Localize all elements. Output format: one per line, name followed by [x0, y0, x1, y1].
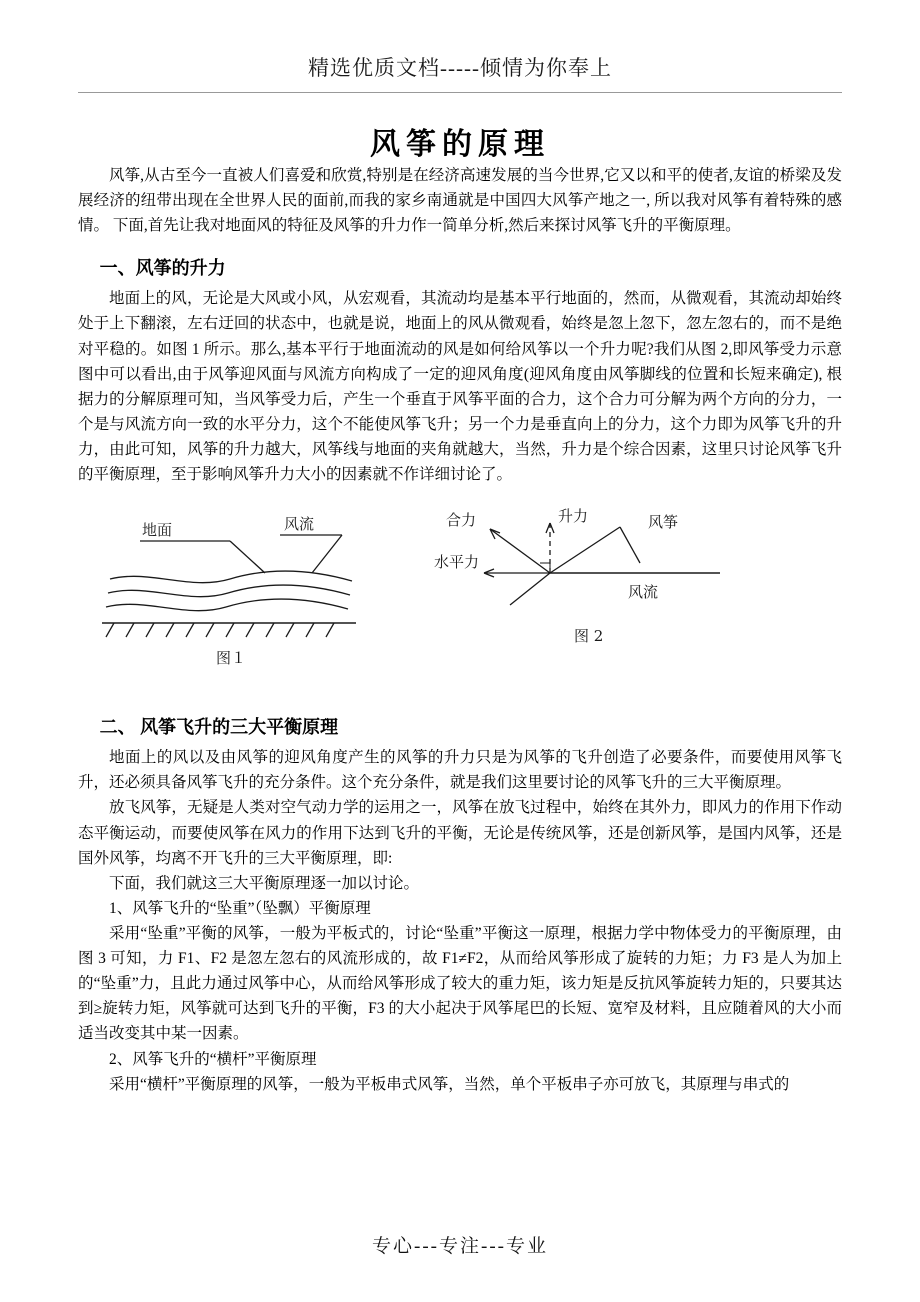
figures-row — [78, 501, 842, 691]
section-2-paragraph-5: 采用“横杆”平衡原理的风筝，一般为平板串式风筝，当然，单个平板串子亦可放飞，其原理与串式的 — [109, 1075, 790, 1093]
figure-2-kite-label: 风筝 — [648, 513, 679, 532]
section-2-paragraph-1: 地面上的风以及由风筝的迎风角度产生的风筝的升力只是为风筝的飞升创造了必要条件，而要使用风筝飞升，还必须具备风筝飞升的充分条件。这个充分条件，就是我们这里要讨论的风筝飞升的三大平衡原理。 — [78, 749, 842, 792]
header-banner: 精选优质文档-----倾情为你奉上 — [308, 56, 612, 80]
figure-2-lift-label: 升力 — [558, 507, 589, 526]
figure-1-wind-label: 风流 — [284, 515, 315, 534]
figure-2-drawing — [484, 523, 720, 605]
section-heading-1: 一、风筝的升力 — [99, 258, 226, 279]
section-heading-2: 二、 风筝飞升的三大平衡原理 — [99, 717, 339, 738]
header-divider — [78, 92, 842, 93]
section-2-subheading-2: 2、风筝飞升的“横杆”平衡原理 — [109, 1050, 317, 1068]
figure-1-ground-label: 地面 — [142, 521, 173, 540]
section-1-paragraph-1: 地面上的风，无论是大风或小风，从宏观看，其流动均是基本平行地面的，然而，从微观看，其流动却始终处于上下翻滚，左右迂回的状态中，也就是说，地面上的风从微观看，始终是忽上忽下，忽左忽右的，而不是绝对平稳的。如图 1 所示。那么,基本平行于地面流动的风是如何给风筝以一个升力呢?我们从图 2,即风筝受力示意图中可以看出,由于风筝迎风面与风流方向构成了一定的迎风角度(迎风角度由风筝脚线的位置和长短来确定), 根据力的分解原理可知，当风筝受力后，产生一个垂直于风筝平面的合力，这个合力可分解为两个方向的分力，一个是与风流方向一致的水平分力，这个不能使风筝飞升；另一个力是垂直向上的分力，这个力即为风筝飞升的升力，由此可知，风筝的升力越大，风筝线与地面的夹角就越大，当然，升力是个综合因素，这里只讨论风筝飞升的平衡原理，至于影响风筝升力大小的因素就不作详细讨论了。 — [78, 290, 842, 484]
page-footer: 专心---专注---专业 — [372, 1236, 548, 1257]
figures-svg — [80, 501, 840, 691]
figure-2-caption: 图 2 — [574, 627, 604, 646]
section-2-subheading-1: 1、风筝飞升的“坠重”（坠飘）平衡原理 — [109, 899, 371, 917]
figure-2-horizontal-label: 水平力 — [434, 553, 480, 572]
section-2-paragraph-2: 放飞风筝，无疑是人类对空气动力学的运用之一，风筝在放飞过程中，始终在其外力，即风力的作用下作动态平衡运动，而要使风筝在风力的作用下达到飞升的平衡，无论是传统风筝，还是创新风筝，是国内风筝，还是国外风筝，均离不开飞升的三大平衡原理，即: — [78, 799, 842, 867]
figure-1-drawing — [102, 535, 356, 637]
figure-1-caption: 图１ — [216, 649, 247, 668]
section-2-paragraph-4: 采用“坠重”平衡的风筝，一般为平板式的，讨论“坠重”平衡这一原理，根据力学中物体受力的平衡原理，由图 3 可知，力 F1、F2 是忽左忽右的风流形成的，故 F1≠F2，从而给风筝形成了旋转的力矩；力 F3 是人为加上的“坠重”力，且此力通过风筝中心，从而给风筝形成了较大的重力矩，该力矩是反抗风筝旋转力矩的，只要其达到≥旋转力矩，风筝就可达到飞升的平衡，F3 的大小起决于风筝尾巴的长短、宽窄及材料，且应随着风的大小而适当改变其中某一因素。 — [78, 924, 842, 1043]
page-title: 风筝的原理 — [370, 127, 550, 162]
section-2-paragraph-3: 下面，我们就这三大平衡原理逐一加以讨论。 — [109, 874, 420, 892]
figure-2-resultant-label: 合力 — [446, 511, 477, 530]
figure-2-windflow-label: 风流 — [628, 583, 659, 602]
intro-paragraph: 风筝,从古至今一直被人们喜爱和欣赏,特别是在经济高速发展的当今世界,它又以和平的使者,友谊的桥梁及发展经济的纽带出现在全世界人民的面前,而我的家乡南通就是中国四大风筝产地之一, 所以我对风筝有着特殊的感情。 下面,首先让我对地面风的特征及风筝的升力作一简单分析,然后来探讨风筝飞升的平衡原理。 — [78, 167, 842, 235]
section-2-body — [78, 745, 842, 1097]
